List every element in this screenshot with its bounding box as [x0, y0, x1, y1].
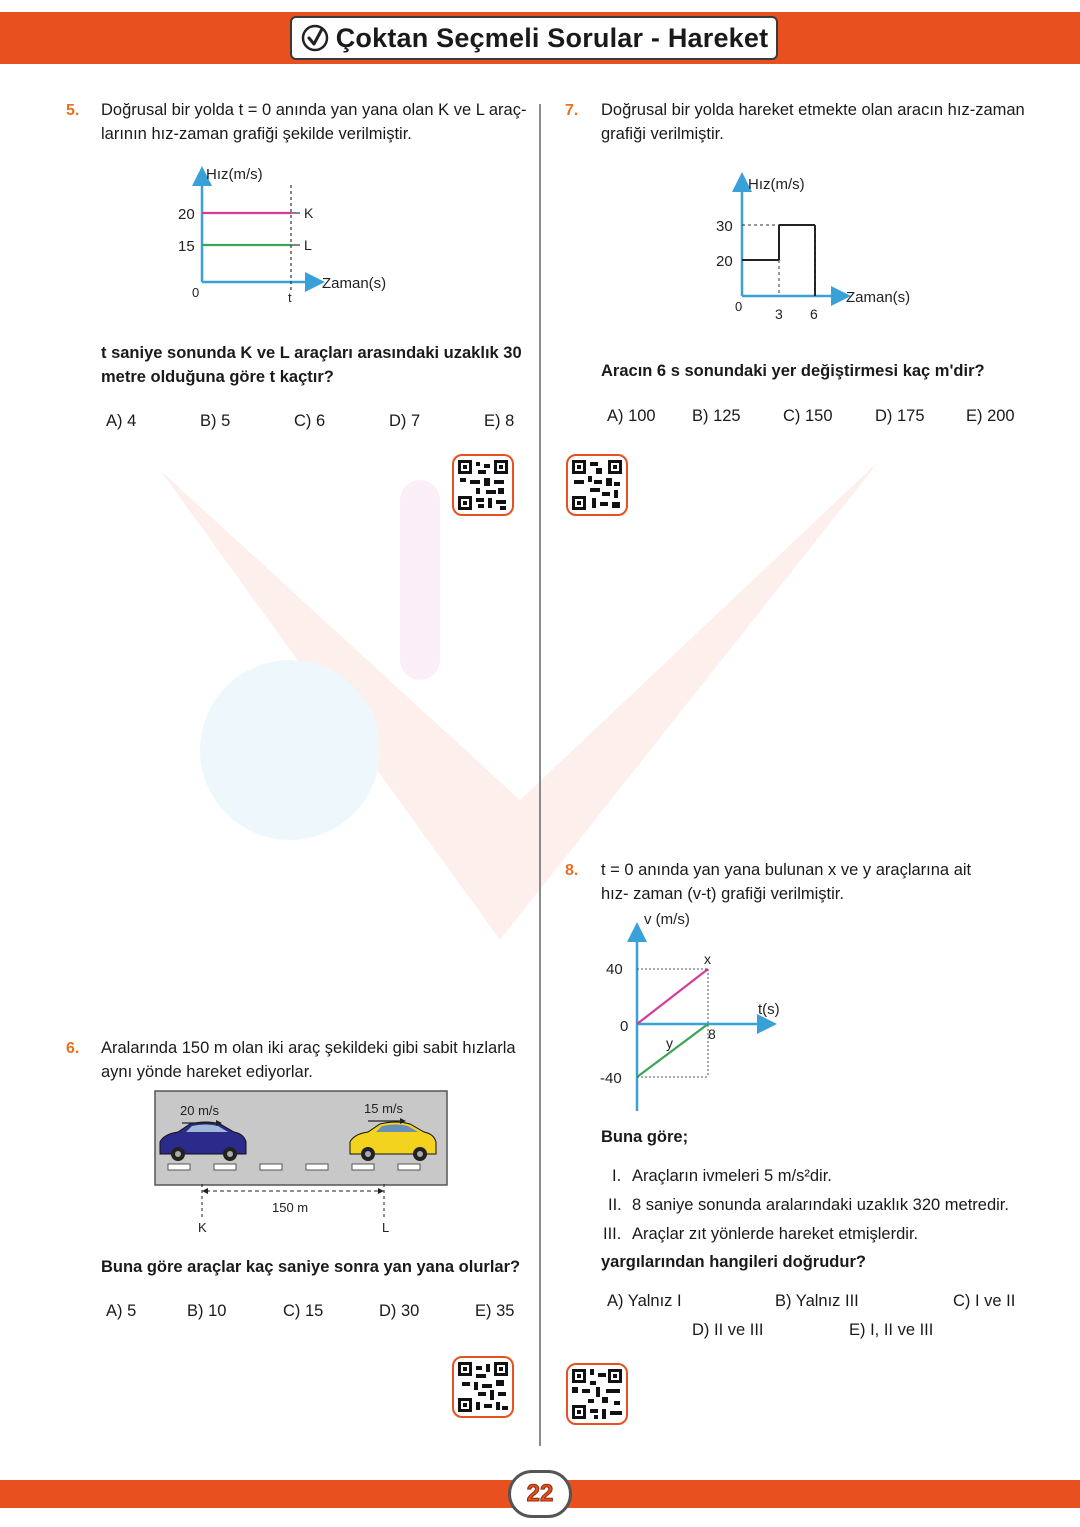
qr-code[interactable]: [452, 454, 514, 516]
x-axis-label: Zaman(s): [322, 275, 387, 292]
y-axis-label: v (m/s): [644, 911, 690, 928]
x-axis-label: t(s): [758, 1001, 780, 1018]
option-d[interactable]: D) 30: [379, 1302, 420, 1320]
option-e[interactable]: E) 35: [475, 1302, 515, 1320]
qr-code[interactable]: [452, 1356, 514, 1418]
origin-label: 0: [192, 285, 200, 300]
question-text: Doğrusal bir yolda t = 0 anında yan yana olan K ve L araç-: [101, 101, 527, 119]
right-speed-label: 15 m/s: [364, 1101, 404, 1116]
page-number-badge: [508, 1470, 572, 1518]
question-text: larının hız-zaman grafiği şekilde verilmiştir.: [101, 125, 412, 143]
lead-text: Buna göre;: [601, 1128, 689, 1146]
option-e[interactable]: E) 8: [484, 412, 515, 430]
qr-code[interactable]: [566, 454, 628, 516]
tick-label: 20: [178, 206, 195, 223]
q7-velocity-time-graph: [700, 165, 940, 330]
statement-number: I.: [612, 1167, 622, 1185]
q5-velocity-time-graph: [160, 155, 420, 310]
question-text: hız- zaman (v-t) grafiği verilmiştir.: [601, 885, 844, 903]
tick-label: 8: [708, 1026, 716, 1042]
statement-text: Araçların ivmeleri 5 m/s²dir.: [632, 1167, 832, 1185]
tick-label: 6: [810, 306, 818, 322]
qr-code-icon: [572, 1369, 622, 1419]
question-number: 5.: [66, 102, 80, 119]
statement-text: 8 saniye sonunda aralarındaki uzaklık 320 metredir.: [632, 1196, 1009, 1214]
option-d[interactable]: D) II ve III: [692, 1321, 764, 1339]
option-c[interactable]: C) 15: [283, 1302, 324, 1320]
statement-number: III.: [603, 1225, 622, 1243]
option-c[interactable]: C) 6: [294, 412, 326, 430]
qr-code-icon: [458, 1362, 508, 1412]
left-speed-label: 20 m/s: [180, 1103, 220, 1118]
x-line: [637, 969, 708, 1024]
statement-number: II.: [608, 1196, 622, 1214]
distance-label: 150 m: [272, 1200, 309, 1215]
y-axis-label: Hız(m/s): [748, 176, 805, 193]
y-series-label: y: [666, 1035, 673, 1051]
page-title: Çoktan Seçmeli Sorular - Hareket: [335, 22, 769, 53]
x-axis-label: Zaman(s): [846, 289, 911, 306]
page-number: 22: [526, 1480, 554, 1507]
option-b[interactable]: B) 10: [187, 1302, 227, 1320]
q8-velocity-time-graph: [596, 905, 806, 1115]
question-number: 6.: [66, 1040, 80, 1057]
check-circle-icon: [300, 23, 330, 53]
question-stem: Buna göre araçlar kaç saniye sonra yan yana olurlar?: [101, 1258, 521, 1276]
option-b[interactable]: B) 125: [692, 407, 741, 425]
question-text: aynı yönde hareket ediyorlar.: [101, 1063, 313, 1081]
q6-cars-figure: [154, 1090, 450, 1240]
option-a[interactable]: A) 100: [607, 407, 656, 425]
l-label: L: [304, 237, 312, 253]
qr-code-icon: [458, 460, 508, 510]
option-c[interactable]: C) 150: [783, 407, 833, 425]
column-divider: [539, 104, 541, 1446]
question-text: t = 0 anında yan yana bulunan x ve y araçlarına ait: [601, 861, 972, 879]
option-b[interactable]: B) 5: [200, 412, 231, 430]
option-d[interactable]: D) 175: [875, 407, 925, 425]
option-c[interactable]: C) I ve II: [953, 1292, 1016, 1310]
question-text: Doğrusal bir yolda hareket etmekte olan aracın hız-zaman: [601, 101, 1025, 119]
origin-label: 0: [735, 299, 743, 314]
l-label: L: [382, 1220, 390, 1235]
option-d[interactable]: D) 7: [389, 412, 421, 430]
question-stem: yargılarından hangileri doğrudur?: [601, 1253, 866, 1271]
question-stem: metre olduğuna göre t kaçtır?: [101, 368, 334, 386]
tick-label: -40: [600, 1070, 622, 1087]
question-number: 8.: [565, 862, 579, 879]
statement-text: Araçlar zıt yönlerde hareket etmişlerdir.: [632, 1225, 919, 1243]
tick-label: 40: [606, 961, 623, 978]
question-text: grafiği verilmiştir.: [601, 125, 724, 143]
y-axis-label: Hız(m/s): [206, 166, 263, 183]
tick-label: 15: [178, 238, 195, 255]
k-label: K: [198, 1220, 207, 1235]
option-a[interactable]: A) 5: [106, 1302, 137, 1320]
option-a[interactable]: A) Yalnız I: [607, 1292, 682, 1310]
page-title-box: [290, 16, 778, 60]
option-e[interactable]: E) 200: [966, 407, 1015, 425]
qr-code-icon: [572, 460, 622, 510]
question-number: 7.: [565, 102, 579, 119]
option-a[interactable]: A) 4: [106, 412, 137, 430]
tick-label: 0: [620, 1018, 629, 1035]
tick-label: 30: [716, 218, 733, 235]
question-stem: Aracın 6 s sonundaki yer değiştirmesi kaç m'dir?: [601, 362, 985, 380]
qr-code[interactable]: [566, 1363, 628, 1425]
x-series-label: x: [704, 951, 711, 967]
t-label: t: [288, 290, 292, 305]
question-stem: t saniye sonunda K ve L araçları arasındaki uzaklık 30: [101, 344, 522, 362]
option-e[interactable]: E) I, II ve III: [849, 1321, 934, 1339]
option-b[interactable]: B) Yalnız III: [775, 1292, 859, 1310]
tick-label: 3: [775, 306, 783, 322]
tick-label: 20: [716, 253, 733, 270]
k-label: K: [304, 205, 314, 221]
question-text: Aralarında 150 m olan iki araç şekildeki gibi sabit hızlarla: [101, 1039, 516, 1057]
